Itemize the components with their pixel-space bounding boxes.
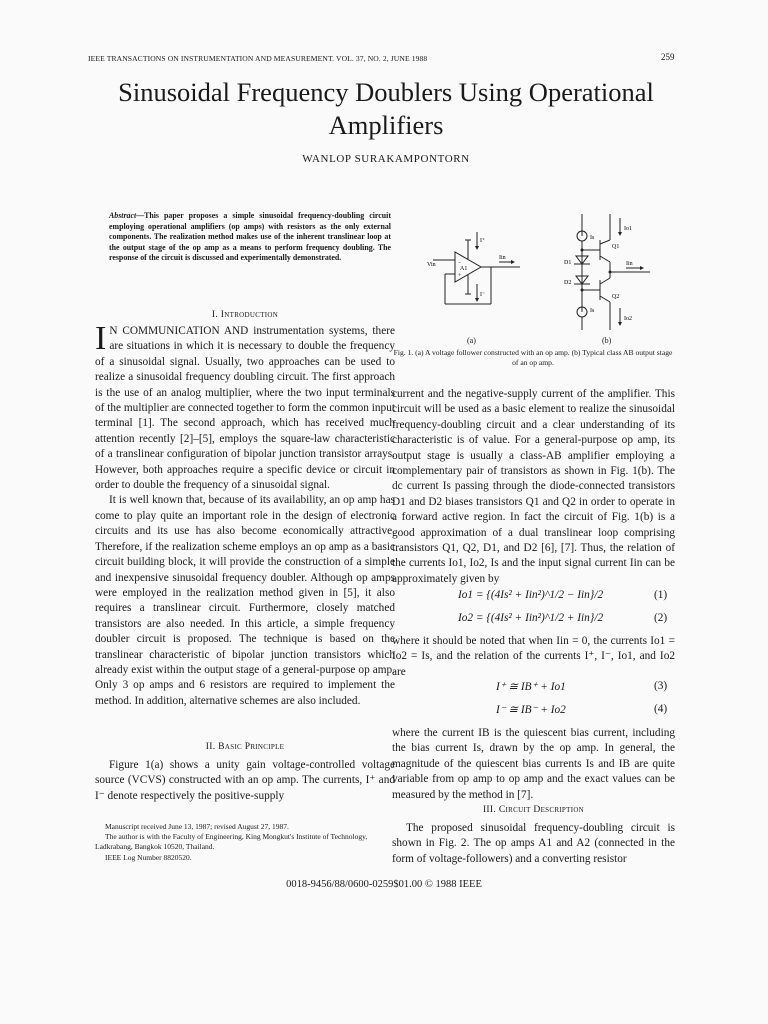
label-i-minus: I⁻ xyxy=(480,292,486,298)
equation-2: Io2 = {(4Is² + Iin²)^1/2 + Iin}/2 xyxy=(458,612,604,624)
label-q1: Q1 xyxy=(612,244,620,250)
intro-paragraph-2: It is well known that, because of its availability, an op amp has come to play quite an important role in the design of electronic circuits and its use has also become economically attractive. Therefore, if the realization scheme employs an op amp as a basic circuit building block, it will provide the construction of a simple and inexpensive sinusoidal frequency doubler. Although op amps were employed in the realization method given in [5], it also requires a translinear circuit. Furthermore, closely matched transistors are also needed. In this article, a simple frequency doubler circuit is proposed. The technique is based on the translinear characteristic of bipolar junction transistors which already exist within the output stage of a general-purpose op amp. Only 3 op amps and 6 resistors are required to implement the method. In addition, alternative schemes are also included. xyxy=(95,494,395,707)
author-name: WANLOP SURAKAMPONTORN xyxy=(302,153,470,165)
label-d2: D2 xyxy=(564,280,572,286)
running-header: IEEE TRANSACTIONS ON INSTRUMENTATION AND MEASUREMENT. VOL. 37, NO. 2, JUNE 1988 xyxy=(88,54,428,63)
label-q2: Q2 xyxy=(612,294,620,300)
label-io1: Io1 xyxy=(624,226,632,232)
footnote-affiliation: The author is with the Faculty of Engineering, King Mongkut's Institute of Technology, Ladkrabang, Bangkok 10520, Thailand. xyxy=(95,832,368,852)
col2-paragraph-4: The proposed sinusoidal frequency-doubling circuit is shown in Fig. 2. The op amps A1 and A2 (connected in the form of voltage-followers) and a converting resistor xyxy=(392,822,675,865)
col2-paragraph-3: where the current IB is the quiescent bias current, including the bias current Is, drawn by the op amp. In general, the magnitude of the quiescent bias currents Is and IB are quite variable from op amp to op amp and the exact values can be measured by the method in [7]. xyxy=(392,727,675,801)
intro-paragraph-1: I N COMMUNICATION AND instrumentation systems, there are situations in which it is necessary to double the frequency of a sinusoidal signal. Usually, two approaches can be used to realize a sinusoidal frequency doubling circuit. The first approach is the use of an analog multiplier, where the two input terminals of the multiplier are connected together to form the common input terminal [1]. The second approach, which has received much attention recently [2]–[5], employs the square-law characteristic of a translinear configuration of bipolar junction transistor arrays. However, both approaches require a specific device or circuit in order to double the frequency of a sinusoidal signal. xyxy=(95,320,395,492)
label-iin: Iin xyxy=(499,255,506,261)
equation-3: I⁺ ≅ IB⁺ + Io1 xyxy=(496,681,566,693)
title-line-1: Sinusoidal Frequency Doublers Using Operational xyxy=(118,77,654,107)
label-is-top: Is xyxy=(590,235,595,241)
label-vin: Vin xyxy=(427,262,436,268)
svg-text:−: − xyxy=(458,260,462,266)
footnote-received: Manuscript received June 13, 1987; revised August 27, 1987. xyxy=(105,822,289,831)
label-iin: Iin xyxy=(626,261,633,267)
equation-3-number: (3) xyxy=(654,680,668,692)
abstract-text: —This paper proposes a simple sinusoidal frequency-doubling circuit employing operational amplifiers (op amps) with resistors as the only external components. The realization method makes use of the inherent translinear loop at the output stage of the op amp as a means to perform frequency doubling. The response of the circuit is discussed and experimentally demonstrated. xyxy=(109,211,391,262)
label-d1: D1 xyxy=(564,260,572,266)
figure-1b-class-ab-output-stage xyxy=(560,212,660,332)
paper-title xyxy=(90,76,682,142)
figure-1b-label: (b) xyxy=(602,336,612,345)
equation-1-number: (1) xyxy=(654,589,668,601)
basic-principle-body xyxy=(95,758,395,804)
label-a1: A1 xyxy=(460,266,468,272)
equation-4: I⁻ ≅ IB⁻ + Io2 xyxy=(496,704,566,716)
svg-text:+: + xyxy=(458,273,462,279)
footnotes xyxy=(95,822,395,863)
page-number: 259 xyxy=(661,52,675,62)
section-heading-basic-principle: II. Basic Principle xyxy=(205,741,285,752)
title-line-2: Amplifiers xyxy=(328,110,444,140)
section-heading-introduction: I. Introduction xyxy=(211,309,279,320)
abstract-label: Abstract xyxy=(109,211,137,220)
drop-cap: I xyxy=(95,320,107,357)
col2-paragraph-1: current and the negative-supply current of the amplifier. This circuit will be used as a basic element to realize the sinusoidal frequency-doubling circuit and a clear understanding of its characteristic is of value. For a general-purpose op amp, its output stage is usually a class-AB amplifier employing a complementary pair of transistors as shown in Fig. 1(b). The dc current Is passing through the diode-connected transistors D1 and D2 biases transistors Q1 and Q2 in order to operate in a forward active region. In fact the circuit of Fig. 1(b) is a good approximation of a dual translinear loop comprising transistors Q1, Q2, D1, and D2 [6], [7]. Thus, the relation of the currents Io1, Io2, Is and the input signal current Iin can be approximately given by xyxy=(392,388,675,585)
label-io2: Io2 xyxy=(624,316,632,322)
figure-1-caption: Fig. 1. (a) A voltage follower constructed with an op amp. (b) Typical class AB output stage of an op amp. xyxy=(393,348,673,367)
figure-1a-label: (a) xyxy=(467,336,476,345)
label-is-bottom: Is xyxy=(590,308,595,314)
basic-paragraph-1: Figure 1(a) shows a unity gain voltage-controlled voltage source (VCVS) constructed with an op amp. The currents, I⁺ and I⁻ denote respectively the positive-supply xyxy=(95,759,395,802)
label-i-plus: I⁺ xyxy=(480,238,486,244)
figure-1a-voltage-follower xyxy=(425,222,530,327)
equation-2-number: (2) xyxy=(654,612,668,624)
footnote-log: IEEE Log Number 8820520. xyxy=(105,852,192,862)
section-heading-circuit-description: III. Circuit Description xyxy=(482,804,585,815)
col2-paragraph-2: where it should be noted that when Iin = 0, the currents Io1 = Io2 = Is, and the relation of the currents I⁺, I⁻, Io1, and Io2 are xyxy=(392,635,675,678)
introduction-body xyxy=(95,320,395,709)
abstract xyxy=(109,211,391,264)
footer-copyright: 0018-9456/88/0600-0259$01.00 © 1988 IEEE xyxy=(286,879,482,890)
equation-1: Io1 = {(4Is² + Iin²)^1/2 − Iin}/2 xyxy=(458,589,604,601)
equation-4-number: (4) xyxy=(654,703,668,715)
